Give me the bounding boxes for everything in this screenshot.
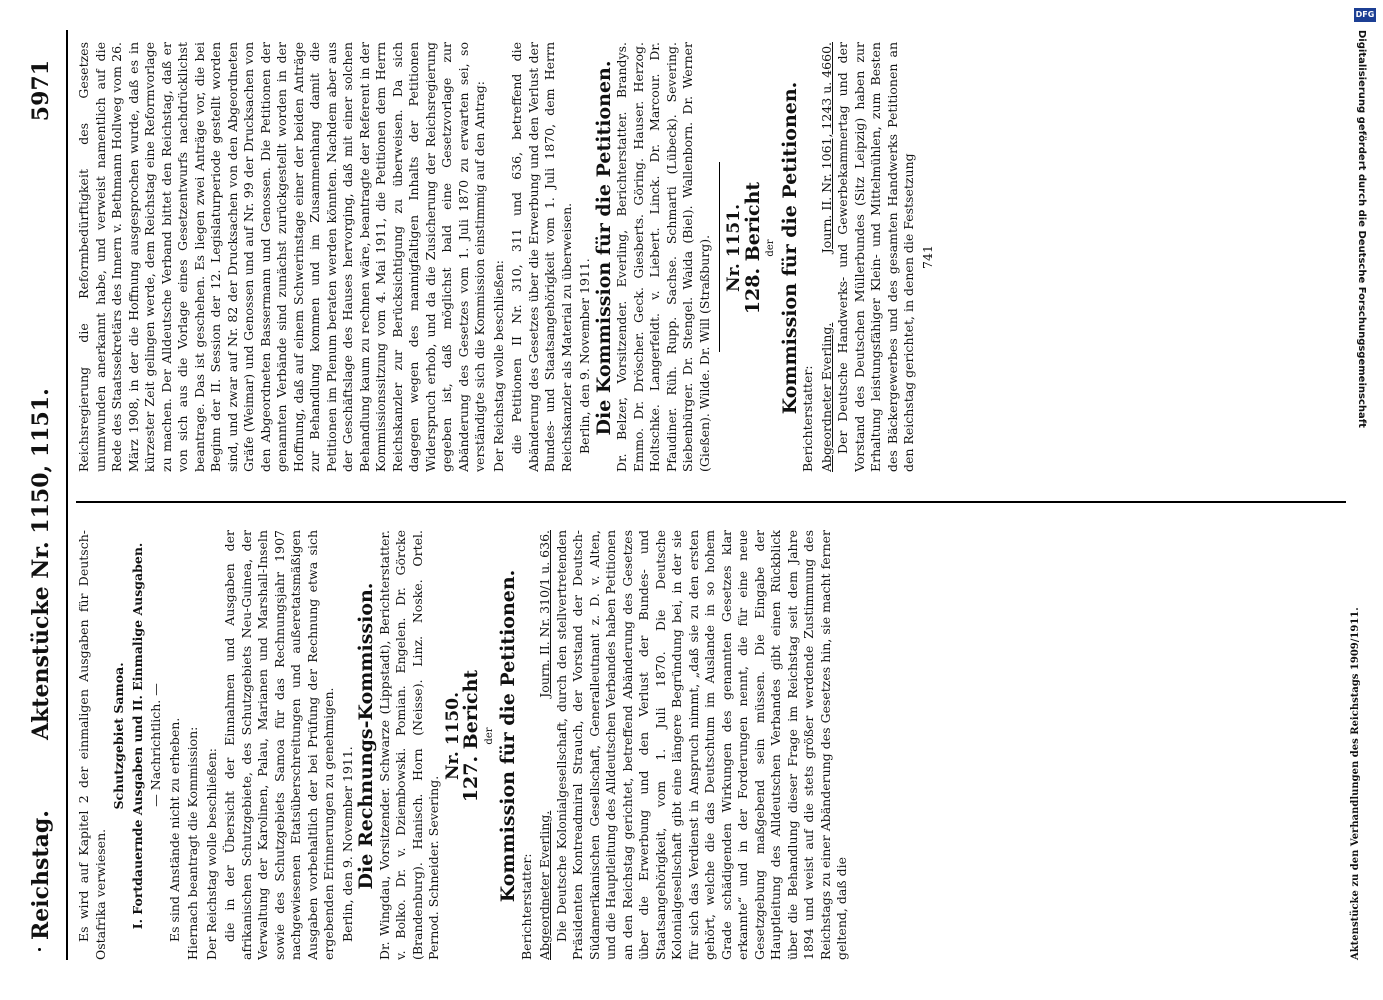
- antrag-intro: Hiernach beantragt die Kommission:: [185, 726, 200, 960]
- body-text: Die Deutsche Kolonialgesellschaft, durch den stellvertretenden Präsidenten Kontreadmiral Strauch, der Vorstand der Deutsch-Südamerikanischen Gesellschaft, Generalleutnant z. D. v. Alten, und die Hauptleitung des Alldeutschen Verbandes haben Petitionen an den Reichstag gerichtet, betreffend Abänderung des Gesetzes über die Erwerbung und den Verlust der Bundes- und Staatsangehörigkeit, vom 1. Juli 1870. Die Deutsche Kolonialgesellschaft gibt eine längere Begründung bei, in der sie für sich das Verdienst in Anspruch nimmt, „daß sie zu den ersten gehört, welche die das Deutschtum im Auslande in so hohem Grade schädigenden Wirkungen des genannten Gesetzes klar erkannte“ und in der Forderungen nennt, die für eine neue Gesetzgebung maßgebend sein müssen. Die Eingabe der Hauptleitung des Alldeutschen Verbandes gibt einen Rückblick über die Behandlung dieser Frage im Reichstag seit dem Jahre 1894 und weist auf die stets größer werdende Zustimmung des Reichstags zu einer Abänderung des Gesetzes hin, sie macht ferner geltend, daß die: [553, 530, 849, 960]
- report-title: 127. Bericht: [460, 669, 482, 803]
- commission-members: Dr. Wingdau, Vorsitzender. Schwarze (Lippstadt), Berichterstatter. v. Bolko. Dr. v. Dziembowski. Pomian. Engelen. Dr. Görcke (Brandenburg). Hanisch. Horn (Neisse). Linz. Noske. Ortel. Pernod. Schneider. Severing.: [376, 530, 441, 960]
- section-rule: [719, 162, 720, 352]
- column-divider: [76, 502, 1346, 504]
- subsection-title: I. Fortdauernde Ausgaben und II. Einmalige Ausgaben.: [129, 542, 145, 930]
- commission-members: Dr. Belzer, Vorsitzender. Everling, Berichterstatter. Brandys. Emmo. Dr. Dröscher. Geck. Giesberts. Göring. Hauser. Herzog. Holtschke. Langerfeldt. v. Liebert. Linck. Dr. Marcour. Dr. Pfaudiner. Rüh. Rupp. Sachse. Schmarti (Lübeck). Severing. Siebenbürger. Dr. Stengel. Waida (Biel). Wallenborn. Dr. Werner (Gießen). Wilde. Dr. Will (Straßburg).: [614, 42, 712, 472]
- body-continued: Reichsregierung die Reformbedürftigkeit des Gesetzes unumwunden anerkannt habe, und verweist namentlich auf die Rede des Staatssekretärs des Innern v. Bethmann Hollweg vom 26. März 1908, in der die Hoffnung ausgesprochen wurde, daß es in kürzester Zeit gelingen werde, dem Reichstag eine Reformvorlage zu machen. Der Alldeutsche Verband bittet den Reichstag, daß er von sich aus die Vorlage eines Gesetzentwurfs nachdrücklichst beantrage. Das ist geschehen. Es liegen zwei Anträge vor, die bei Beginn der II. Session der 12. Legislaturperiode gestellt worden sind, und zwar auf Nr. 82 der Drucksachen von den Abgeordneten Gräfe (Weimar) und Genossen und auf Nr. 99 der Drucksachen von den Abgeordneten Bassermann und Genossen. Die Petitionen der genannten Verbände sind zunächst zurückgestellt worden in der Hoffnung, daß auf einem Schwerinstage einer der beiden Anträge zur Behandlung kommen und im Zusammenhang damit die Petitionen im Plenum beraten werden könnten. Nachdem aber aus der Geschäftslage des Hauses hervorging, daß mit einer solchen Behandlung kaum zu rechnen wäre, beantragte der Referent in der Kommissionssitzung vom 4. Mai 1911, die Petitionen dem Herrn Reichskanzler zur Berücksichtigung zu überweisen. Da sich dagegen wegen des mannigfaltigen Inhalts der Petitionen Widerspruch erhob, und da die Zusicherung der Reichsregierung gegeben ist, daß möglichst bald eine Gesetzvorlage zur Abänderung des Gesetzes vom 1. Juli 1870 zu erwarten sei, so verständigte sich die Kommission einstimmig auf den Antrag:: [76, 42, 487, 472]
- report-commission: Kommission für die Petitionen.: [778, 81, 801, 415]
- header-rule: [66, 30, 68, 960]
- reporter-label: Berichterstatter:: [518, 853, 534, 960]
- reporter-label: Berichterstatter:: [800, 365, 815, 472]
- header-left: Reichstag.: [28, 810, 54, 940]
- date-line: Berlin, den 9. November 1911.: [339, 746, 355, 942]
- report-der: der: [765, 239, 776, 257]
- page-footer: Aktenstücke zu den Verhandlungen des Reichstags 1909/1911.: [1350, 607, 1361, 960]
- antrag-text: die Petitionen II Nr. 310, 311 und 636, betreffend die Abänderung des Gesetzes über die Erwerbung und den Verlust der Bundes- und Staatsangehörigkeit vom 1. Juli 1870, dem Herrn Reichskanzler als Material zu überweisen.: [509, 42, 574, 472]
- resolve-line: Der Reichstag wolle beschließen:: [203, 748, 219, 960]
- page-marker: 741: [919, 245, 935, 269]
- no-objection-text: Es sind Anstände nicht zu erheben.: [166, 717, 182, 942]
- date-line: Berlin, den 9. November 1911.: [577, 258, 592, 454]
- nachrichtlich-note: — Nachrichtlich. —: [148, 683, 163, 807]
- commission-name: Die Kommission für die Petitionen.: [592, 60, 615, 436]
- report-title: 128. Bericht: [741, 181, 764, 315]
- left-column: [76, 530, 1346, 960]
- reporter-row: [537, 530, 554, 960]
- resolve-line: Der Reichstag wolle beschließen:: [490, 260, 506, 472]
- report-number: Nr. 1151.: [724, 204, 744, 293]
- dfg-logo: DFG: [1354, 8, 1376, 22]
- right-column: [76, 42, 1346, 472]
- intro-paragraph: Es wird auf Kapitel 2 der einmaligen Ausgaben für Deutsch-Ostafrika verwiesen.: [76, 530, 108, 960]
- journal-reference: Journ. II. Nr. 310/1 u. 636.: [537, 530, 552, 698]
- dfg-credit-text: Digitalisierung gefördert durch die Deutsche Forschungsgemeinschaft: [1356, 30, 1367, 428]
- page-number: 5971: [28, 60, 54, 122]
- header-title: Aktenstücke Nr. 1150, 1151.: [28, 388, 54, 740]
- antrag-text: die in der Übersicht der Einnahmen und Ausgaben der afrikanischen Schutzgebiete, des Schutzgebiets Neu-Guinea, der Verwaltung der Karolinen, Palau, Marianen und Marshall-Inseln sowie des Schutzgebiets Samoa für das Rechnungsjahr 1907 nachgewiesenen Etatsüberschreitungen und außeretatsmäßigen Ausgaben vorbehaltlich der bei Prüfung der Rechnung etwa sich ergebenden Erinnerungen zu genehmigen.: [222, 530, 336, 960]
- reporter-row: [819, 42, 836, 472]
- reporter-name: Abgeordneter Everling.: [537, 810, 552, 960]
- report-der: der: [483, 727, 495, 745]
- journal-reference: Journ. II. Nr. 1061, 1243 u. 4660.: [818, 42, 834, 254]
- commission-name: Die Rechnungs-Kommission.: [355, 582, 377, 890]
- body-text: Der Deutsche Handwerks- und Gewerbekammertag und der Vorstand des Deutschen Müllerbundes (Sitz Leipzig) haben zur Erhaltung leistungsfähiger Klein- und Mittelmühlen, zum Besten des Bäckergewerbes und des gesamten Handwerks Petitionen an den Reichstag gerichtet, in denen die Festsetzung: [835, 42, 916, 472]
- section-title: Schutzgebiet Samoa.: [111, 662, 126, 810]
- report-commission: Kommission für die Petitionen.: [497, 569, 519, 903]
- page-header: [20, 40, 60, 960]
- report-number: Nr. 1150.: [442, 692, 463, 781]
- reporter-name: Abgeordneter Everling.: [818, 322, 834, 472]
